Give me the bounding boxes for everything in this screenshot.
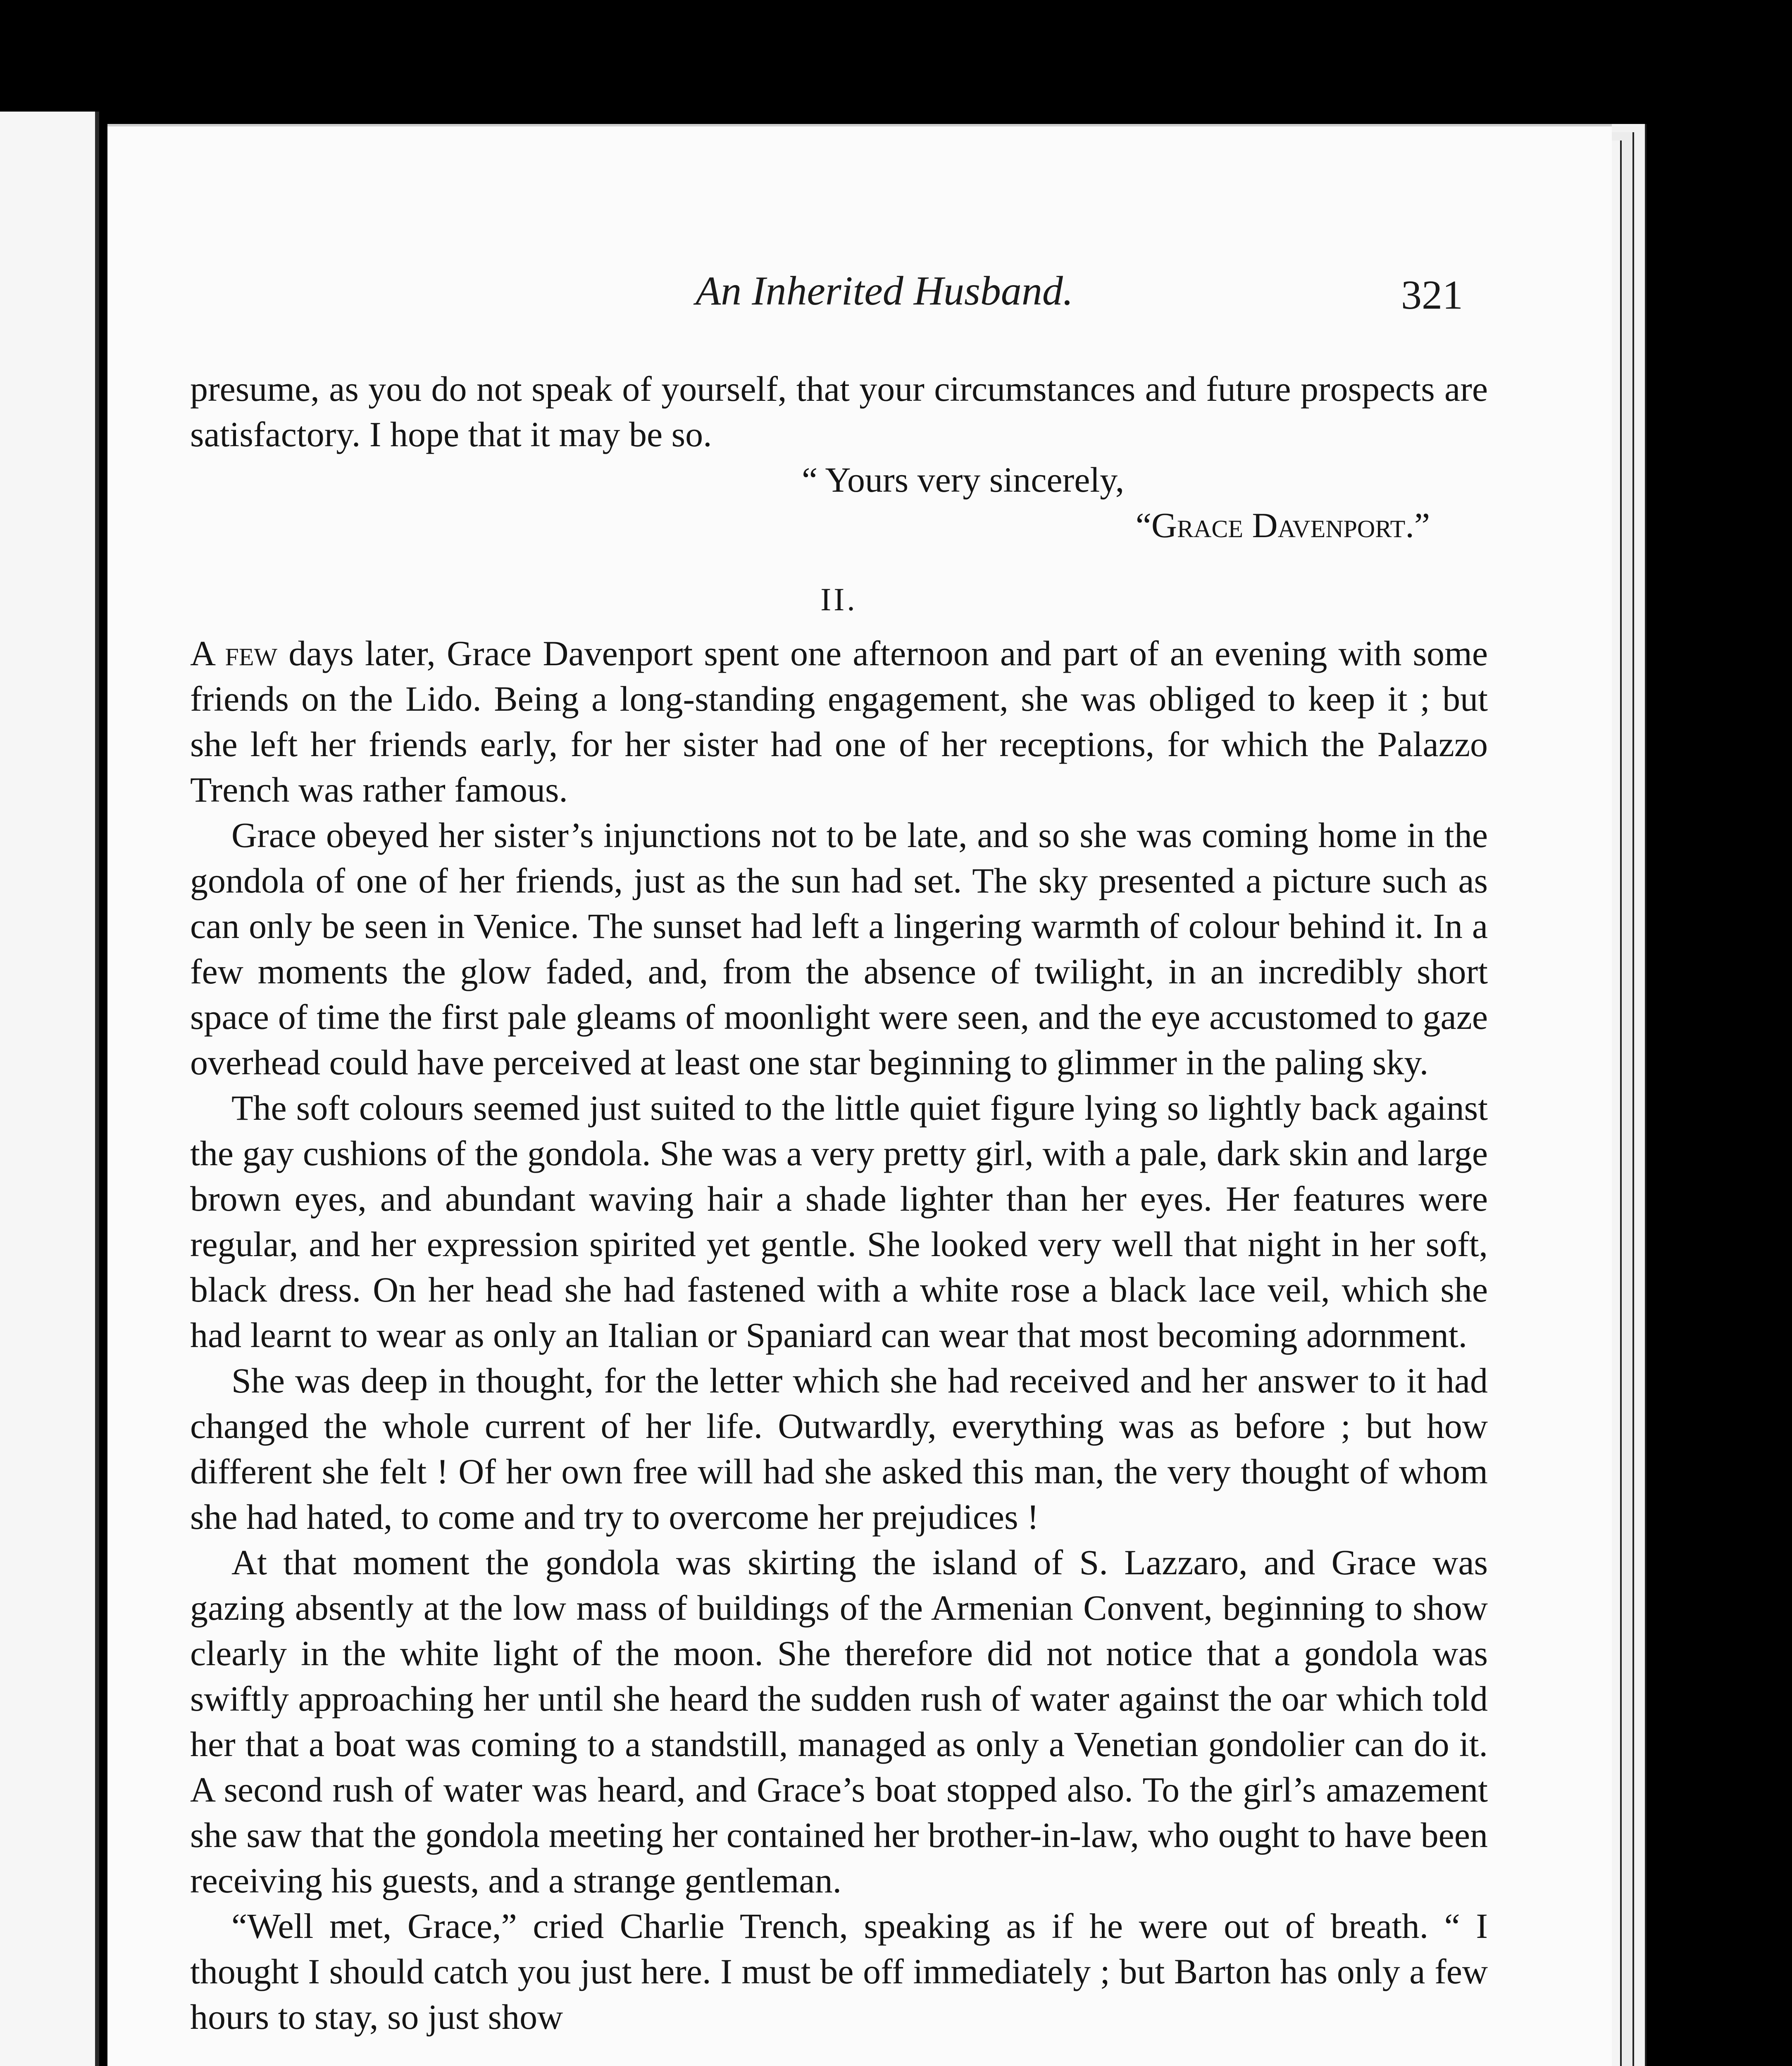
running-title: An Inherited Husband. [696, 268, 1073, 314]
paragraph-text: days later, Grace Davenport spent one afternoon and part of an evening with some friends on the Lido. Being a long-standing engagement, she was obliged to keep it ; but she left her friends early, for her sister had one of her receptions, for which the Palazzo Trench was rather famous. [190, 633, 1488, 809]
letter-signature: “Grace Davenport.” [1135, 505, 1430, 545]
adjacent-page-edge [0, 112, 99, 2066]
paragraph [190, 631, 1488, 812]
page-header [107, 267, 1612, 341]
page-number: 321 [1401, 272, 1463, 318]
paragraph: Grace obeyed her sister’s injunctions not to be late, and so she was coming home in the gondola of one of her friends, just as the sun had set. The sky presented a picture such as can only be seen in Venice. The sunset had left a lingering warmth of colour behind it. In a few moments the glow faded, and, from the absence of twilight, in an incredibly short space of time the first pale gleams of moonlight were seen, and the eye accustomed to gaze overhead could have perceived at least one star beginning to glimmer in the paling sky. [190, 815, 1488, 1082]
opening-words: A few [190, 633, 278, 673]
paragraph: “Well met, Grace,” cried Charlie Trench, speaking as if he were out of breath. “ I thought I should catch you just here. I must be off immediately ; but Barton has only a few hours to stay, so just show [190, 1906, 1488, 2037]
letter-closing: presume, as you do not speak of yourself, that your circumstances and future prospects are satisfactory. I hope that it may be so. [190, 369, 1488, 454]
book-page [107, 124, 1612, 2066]
paragraph: At that moment the gondola was skirting the island of S. Lazzaro, and Grace was gazing absently at the low mass of buildings of the Armenian Convent, beginning to show clearly in the white light of the moon. She therefore did not notice that a gondola was swiftly approaching her until she heard the sudden rush of water against the oar which told her that a boat was coming to a standstill, managed as only a Venetian gondolier can do it. A second rush of water was heard, and Grace’s boat stopped also. To the girl’s amazement she saw that the gondola meeting her contained her brother-in-law, who ought to have been receiving his guests, and a strange gentleman. [190, 1542, 1488, 1900]
letter-sign-off: “ Yours very sincerely, [802, 460, 1125, 500]
paragraph: She was deep in thought, for the letter which she had received and her answer to it had changed the whole current of her life. Outwardly, everything was as before ; but how different she felt ! Of her own free will had she asked this man, the very thought of whom she had hated, to come and try to overcome her prejudices ! [190, 1361, 1488, 1537]
paragraph: The soft colours seemed just suited to the little quiet figure lying so lightly back against the gay cushions of the gondola. She was a very pretty girl, with a pale, dark skin and large brown eyes, and abundant waving hair a shade lighter than her eyes. Her features were regular, and her expression spirited yet gentle. She looked very well that night in her soft, black dress. On her head she had fastened with a white rose a black lace veil, which she had learnt to wear as only an Italian or Spaniard can wear that most becoming adornment. [190, 1088, 1488, 1355]
section-heading: II. [820, 581, 858, 617]
body-text [190, 366, 1488, 2040]
